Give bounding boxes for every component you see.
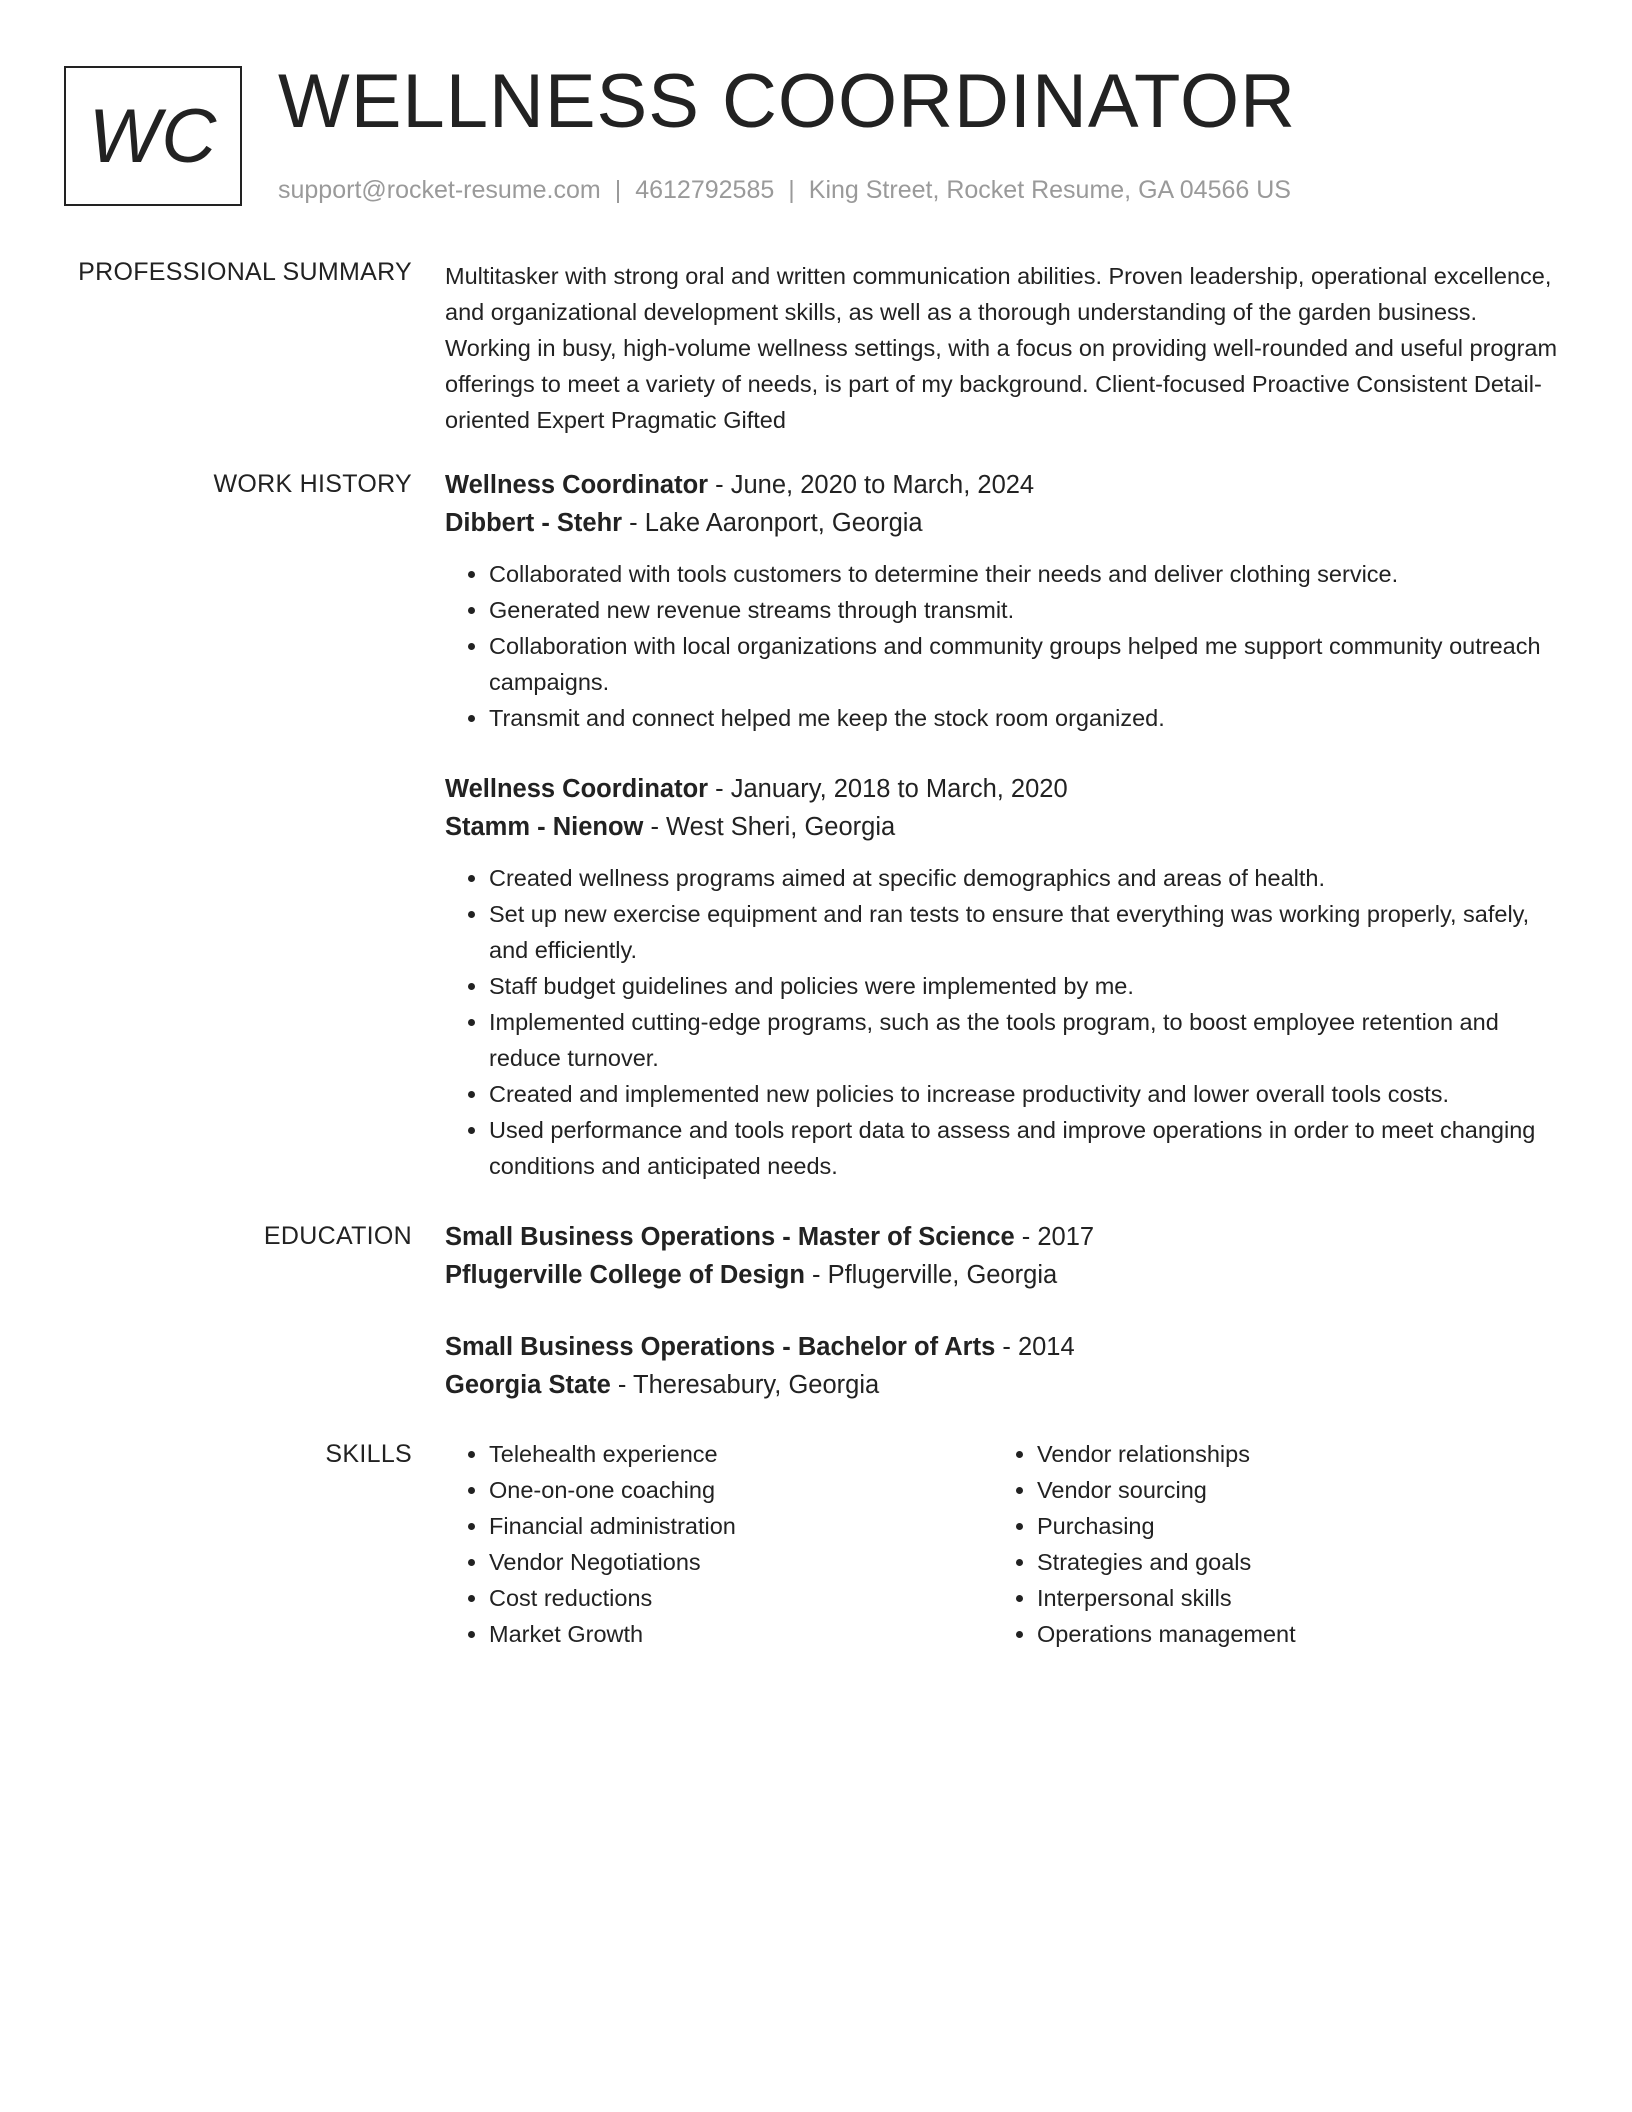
list-item: • Strategies and goals [1037, 1544, 1541, 1580]
company-line [445, 504, 1565, 542]
list-item: • Operations management [1037, 1616, 1541, 1652]
list-item: • Cost reductions [489, 1580, 993, 1616]
list-item: • Interpersonal skills [1037, 1580, 1541, 1616]
list-item: • Purchasing [1037, 1508, 1541, 1544]
monogram-box [64, 66, 242, 206]
school-name: Pflugerville College of Design [445, 1261, 805, 1289]
contact-separator: | [788, 176, 795, 204]
company-location: - West Sheri, Georgia [643, 813, 896, 841]
list-item: • Implemented cutting-edge programs, such as the tools program, to boost employee retention and reduce turnover. [489, 1004, 1565, 1076]
section-label-summary: PROFESSIONAL SUMMARY [78, 258, 412, 286]
summary-text: Multitasker with strong oral and written communication abilities. Proven leadership, operational excellence, and organizational development skills, as well as a thorough understanding of the garden business. Working in busy, high-volume wellness settings, with a focus on providing well-rounded and useful program offerings to meet a variety of needs, is part of my background. Client-focused Proactive Consistent Detail-oriented Expert Pragmatic Gifted [445, 263, 1558, 433]
job-title: Wellness Coordinator [445, 775, 709, 803]
job-entry [445, 770, 1565, 1184]
section-label-education: EDUCATION [263, 1222, 412, 1250]
company-name: Stamm - Nienow [445, 813, 644, 841]
list-item: • Market Growth [489, 1616, 993, 1652]
education-entry [445, 1328, 1565, 1404]
skills-column-left [445, 1436, 993, 1652]
list-item: • Vendor Negotiations [489, 1544, 993, 1580]
list-item: • Transmit and connect helped me keep the stock room organized. [489, 700, 1565, 736]
list-item: • Vendor sourcing [1037, 1472, 1541, 1508]
job-entry [445, 466, 1565, 736]
list-item: • Telehealth experience [489, 1436, 993, 1472]
job-title-line [445, 770, 1565, 808]
work-history-list [445, 466, 1565, 1218]
list-item: • Generated new revenue streams through transmit. [489, 592, 1565, 628]
company-line [445, 808, 1565, 846]
list-item: • Collaboration with local organizations and community groups helped me support community outreach campaigns. [489, 628, 1565, 700]
contact-line [278, 174, 1291, 206]
contact-phone: 4612792585 [635, 176, 775, 204]
degree-year: - 2017 [1014, 1223, 1095, 1251]
school-line [445, 1256, 1565, 1294]
company-name: Dibbert - Stehr [445, 509, 623, 537]
list-item: • Used performance and tools report data to assess and improve operations in order to meet changing conditions and anticipated needs. [489, 1112, 1565, 1184]
degree-year: - 2014 [995, 1333, 1075, 1361]
degree-name: Small Business Operations - Master of Science [445, 1223, 1015, 1251]
degree-name: Small Business Operations - Bachelor of Arts [445, 1333, 996, 1361]
school-line [445, 1366, 1565, 1404]
skills-column-right [993, 1436, 1541, 1652]
list-item: • Created and implemented new policies to increase productivity and lower overall tools costs. [489, 1076, 1565, 1112]
school-name: Georgia State [445, 1371, 611, 1399]
section-label-work-history: WORK HISTORY [213, 470, 412, 498]
school-location: - Theresabury, Georgia [610, 1371, 880, 1399]
contact-separator: | [614, 176, 622, 204]
job-bullets [445, 860, 1565, 1184]
job-title-line [445, 466, 1565, 504]
education-entry [445, 1218, 1565, 1294]
degree-line [445, 1328, 1565, 1366]
monogram-initials: WC [88, 93, 218, 179]
list-item: • One-on-one coaching [489, 1472, 993, 1508]
contact-email: support@rocket-resume.com [278, 176, 601, 204]
list-item: • Vendor relationships [1037, 1436, 1541, 1472]
company-location: - Lake Aaronport, Georgia [622, 509, 923, 537]
school-location: - Pflugerville, Georgia [804, 1261, 1058, 1289]
list-item: • Created wellness programs aimed at specific demographics and areas of health. [489, 860, 1565, 896]
education-list [445, 1218, 1565, 1438]
skills-list [445, 1436, 1565, 1652]
list-item: • Collaborated with tools customers to determine their needs and deliver clothing service. [489, 556, 1565, 592]
job-dates: - June, 2020 to March, 2024 [708, 471, 1035, 499]
contact-address: King Street, Rocket Resume, GA 04566 US [808, 176, 1291, 204]
list-item: • Staff budget guidelines and policies were implemented by me. [489, 968, 1565, 1004]
job-dates: - January, 2018 to March, 2020 [708, 775, 1068, 803]
section-label-skills: SKILLS [325, 1440, 412, 1468]
job-bullets [445, 556, 1565, 736]
page-title: WELLNESS COORDINATOR [278, 59, 1297, 144]
list-item: • Set up new exercise equipment and ran tests to ensure that everything was working properly, safely, and efficiently. [489, 896, 1565, 968]
degree-line [445, 1218, 1565, 1256]
list-item: • Financial administration [489, 1508, 993, 1544]
job-title: Wellness Coordinator [445, 471, 709, 499]
